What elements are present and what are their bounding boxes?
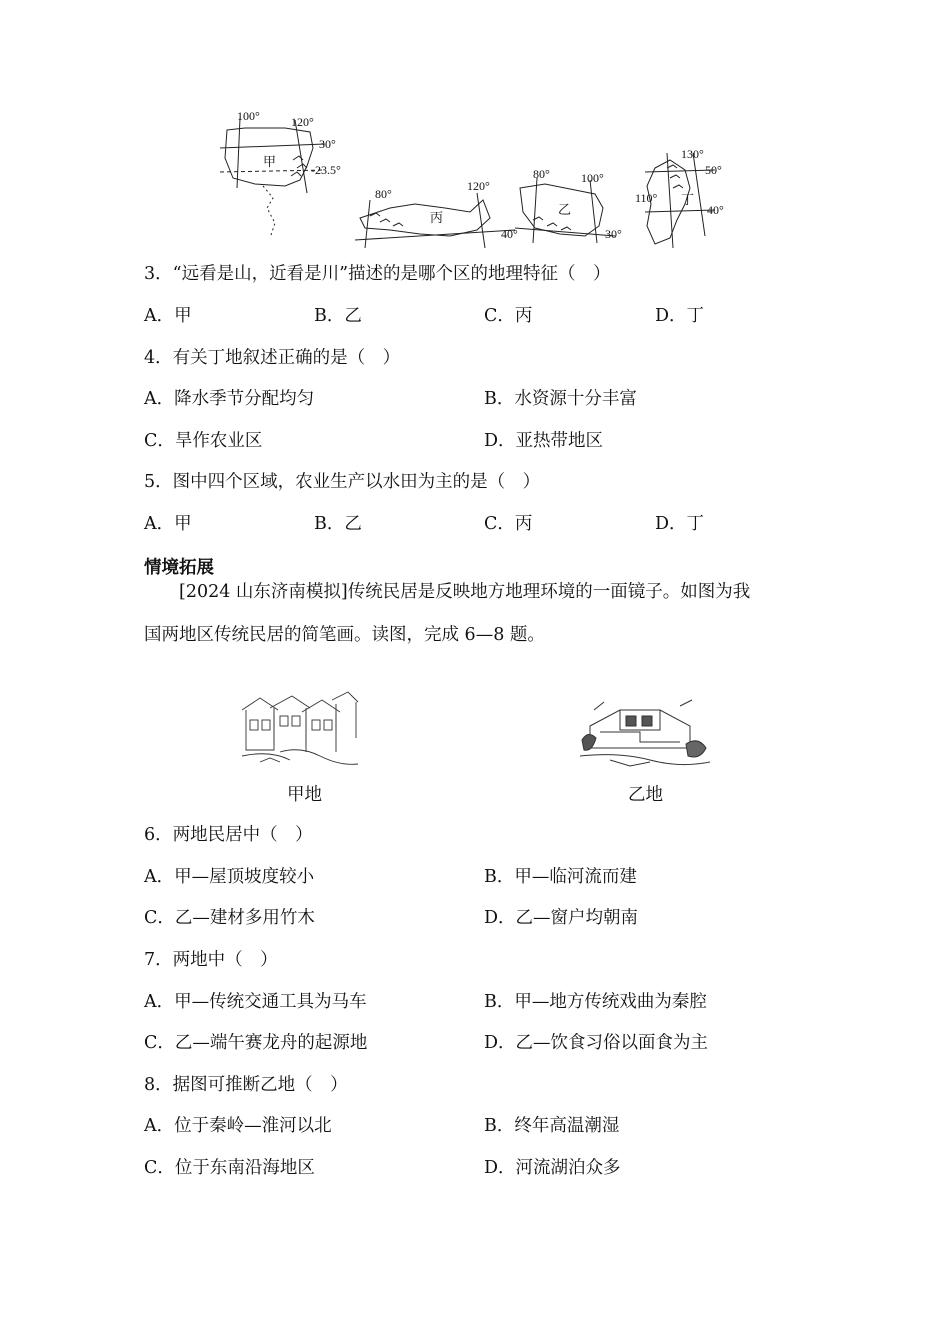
q4-option-d[interactable]: D．亚热带地区 [484,431,604,451]
q8-stem: 8．据图可推断乙地（ ） [144,1075,348,1095]
map-jia-lon-100: 100° [237,109,260,123]
q6-option-d[interactable]: D．乙—窗户均朝南 [484,908,639,928]
q7-option-a[interactable]: A．甲—传统交通工具为马车 [144,992,367,1012]
q4-stem: 4．有关丁地叙述正确的是（ ） [144,348,401,368]
q3-option-d[interactable]: D．丁 [655,306,705,326]
q3-option-c[interactable]: C．丙 [484,306,533,326]
q8-option-a[interactable]: A．位于秦岭—淮河以北 [144,1116,332,1136]
q6-option-b[interactable]: B．甲—临河流而建 [484,867,637,887]
map-jia-lat-30: 30° [319,137,336,151]
map-bing-label: 丙 [430,210,444,225]
map-bing-lon-120: 120° [467,179,490,193]
q5-option-b[interactable]: B．乙 [314,514,362,534]
jia-dwelling-sketch [240,690,360,768]
q6-option-c[interactable]: C．乙—建材多用竹木 [144,908,315,928]
q3-stem: 3．“远看是山，近看是川”描述的是哪个区的地理特征（ ） [144,264,611,284]
q8-option-c[interactable]: C．位于东南沿海地区 [144,1158,315,1178]
map-ding-lat-40: 40° [707,203,724,217]
map-yi-label: 乙 [558,202,572,217]
map-yi [515,167,622,243]
q5-option-d[interactable]: D．丁 [655,514,705,534]
map-jia-lat-23: -23.5° [311,163,341,177]
map-bing [355,179,518,248]
yi-dwelling-sketch [580,696,710,774]
q8-option-b[interactable]: B．终年高温潮湿 [484,1116,620,1136]
q5-option-a[interactable]: A．甲 [144,514,192,534]
intro-line-1: [2024 山东济南模拟]传统民居是反映地方地理环境的一面镜子。如图为我 [179,582,751,602]
map-jia [220,109,341,238]
caption-yi: 乙地 [628,785,663,805]
q6-option-a[interactable]: A．甲—屋顶坡度较小 [144,867,315,887]
q3-option-b[interactable]: B．乙 [314,306,362,326]
caption-jia: 甲地 [287,785,322,805]
map-yi-lon-80: 80° [533,167,550,181]
q7-option-d[interactable]: D．乙—饮食习俗以面食为主 [484,1033,709,1053]
region-maps-figure [215,108,740,253]
q3-option-a[interactable]: A．甲 [144,306,192,326]
map-ding-label: 丁 [681,192,695,207]
map-ding-lon-130: 130° [681,147,704,161]
q4-option-c[interactable]: C．旱作农业区 [144,431,263,451]
map-yi-lat-30: 30° [605,227,622,241]
q7-option-c[interactable]: C．乙—端午赛龙舟的起源地 [144,1033,368,1053]
map-bing-lat-40: 40° [501,227,518,241]
map-yi-lon-100: 100° [581,171,604,185]
intro-line-2: 国两地区传统民居的简笔画。读图，完成 6—8 题。 [144,625,545,645]
map-ding [635,147,724,248]
q7-stem: 7．两地中（ ） [144,950,278,970]
q7-option-b[interactable]: B．甲—地方传统戏曲为秦腔 [484,992,707,1012]
q4-option-a[interactable]: A．降水季节分配均匀 [144,389,315,409]
map-ding-lon-110: 110° [635,191,658,205]
map-bing-lon-80: 80° [375,187,392,201]
q5-stem: 5．图中四个区域，农业生产以水田为主的是（ ） [144,472,541,492]
q6-stem: 6．两地民居中（ ） [144,825,313,845]
map-jia-lon-120: 120° [291,115,314,129]
map-jia-label: 甲 [263,154,277,169]
map-ding-lat-50: 50° [705,163,722,177]
q8-option-d[interactable]: D．河流湖泊众多 [484,1158,621,1178]
q5-option-c[interactable]: C．丙 [484,514,533,534]
q4-option-b[interactable]: B．水资源十分丰富 [484,389,637,409]
section-title: 情境拓展 [144,558,214,578]
